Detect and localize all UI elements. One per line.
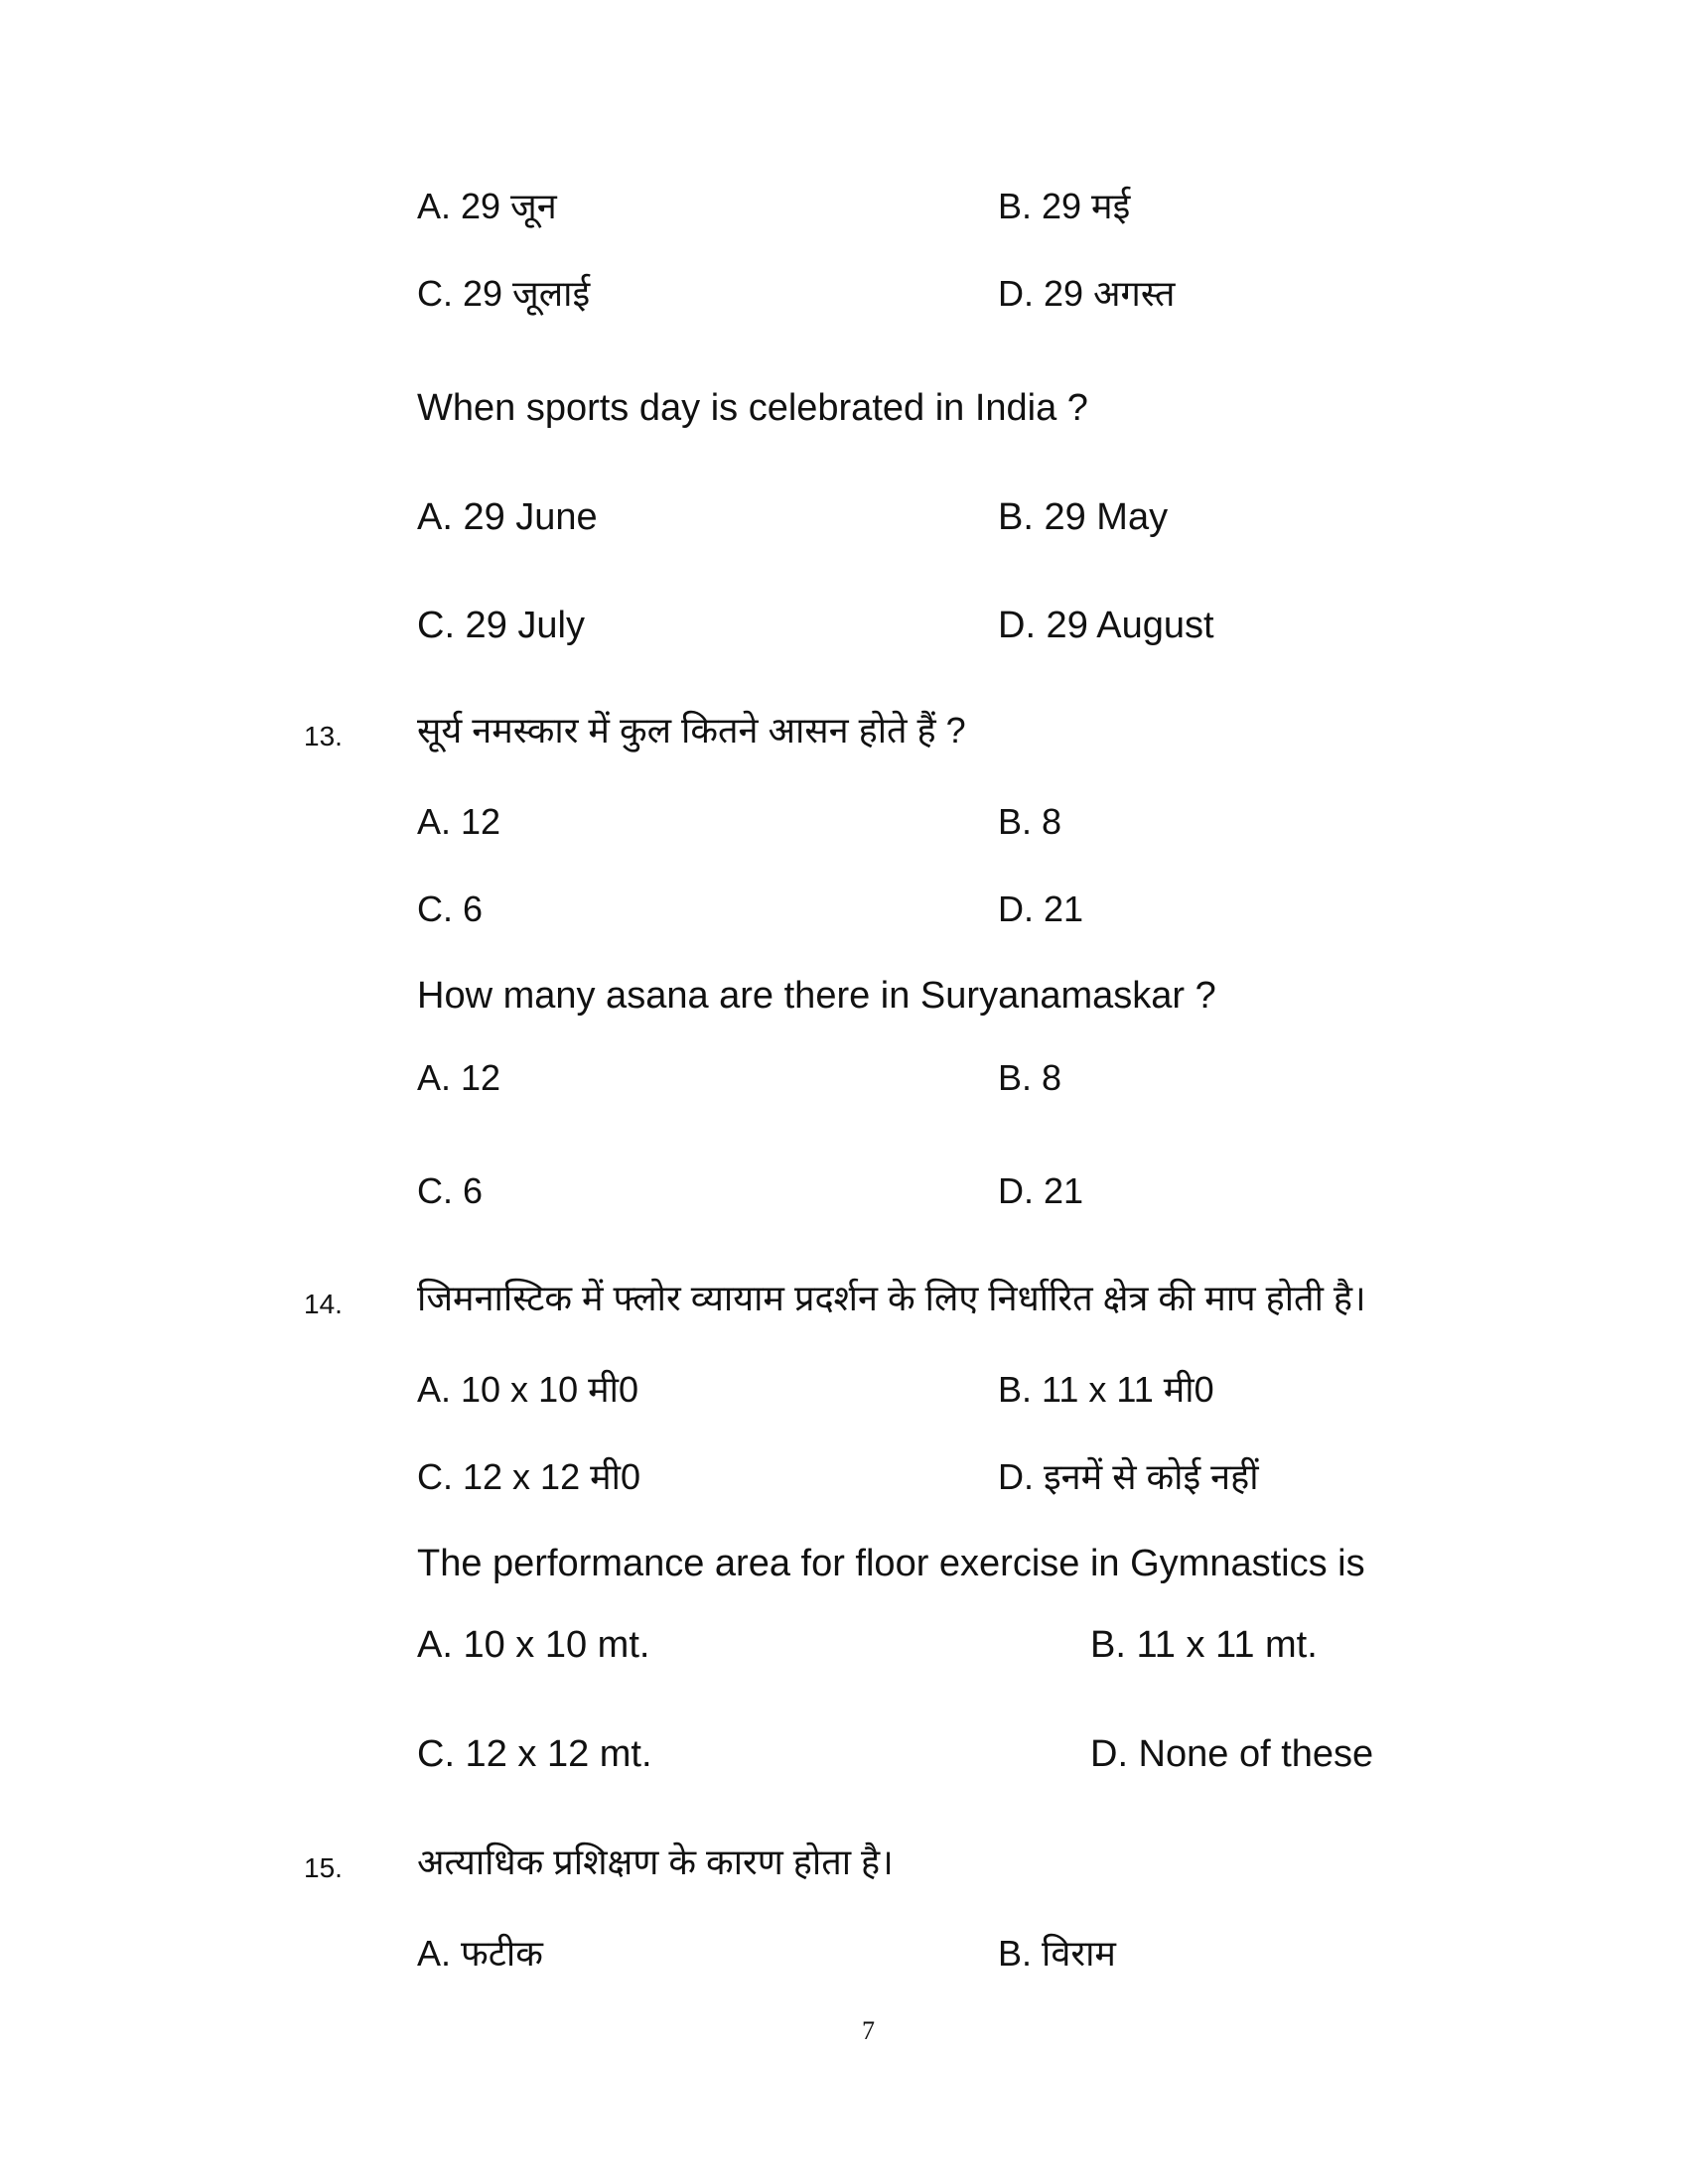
prev-option-b-hi: B. 29 मई — [998, 186, 1131, 226]
q13-option-c-hi: C. 6 — [417, 888, 484, 929]
question-number-15: 15. — [304, 1852, 343, 1883]
q14-option-a-en: A. 10 x 10 mt. — [417, 1624, 650, 1666]
q13-option-b-hi: B. 8 — [998, 801, 1062, 842]
q14-option-a-hi: A. 10 x 10 मी0 — [417, 1369, 638, 1410]
prev-option-d-hi: D. 29 अगस्त — [998, 273, 1176, 314]
question-13-en: How many asana are there in Suryanamaskar ? — [417, 975, 1216, 1017]
q13-option-d-hi: D. 21 — [998, 888, 1084, 929]
question-13-hi: सूर्य नमस्कार में कुल कितने आसन होते हैं ? — [417, 710, 966, 751]
q14-option-b-en: B. 11 x 11 mt. — [1090, 1624, 1318, 1666]
prev-option-c-hi: C. 29 जूलाई — [417, 273, 591, 314]
prev-option-a-en: A. 29 June — [417, 496, 598, 538]
q15-option-a-hi: A. फटीक — [417, 1933, 543, 1974]
page-number: 7 — [862, 2016, 875, 2045]
question-number-13: 13. — [304, 721, 343, 751]
q13-option-c-en: C. 6 — [417, 1170, 484, 1211]
prev-question-en: When sports day is celebrated in India ? — [417, 387, 1088, 429]
prev-option-a-hi: A. 29 जून — [417, 186, 557, 226]
q15-option-b-hi: B. विराम — [998, 1933, 1116, 1974]
q13-option-d-en: D. 21 — [998, 1170, 1084, 1211]
q13-option-a-hi: A. 12 — [417, 801, 501, 842]
question-number-14: 14. — [304, 1289, 343, 1319]
q13-option-b-en: B. 8 — [998, 1057, 1062, 1098]
q14-option-c-hi: C. 12 x 12 मी0 — [417, 1456, 640, 1497]
question-14-hi: जिमनास्टिक में फ्लोर व्यायाम प्रदर्शन के लिए निर्धारित क्षेत्र की माप होती है। — [417, 1278, 1366, 1318]
q13-option-a-en: A. 12 — [417, 1057, 501, 1098]
q14-option-c-en: C. 12 x 12 mt. — [417, 1733, 652, 1775]
prev-option-b-en: B. 29 May — [998, 496, 1169, 538]
q14-option-d-en: D. None of these — [1090, 1733, 1374, 1775]
prev-option-d-en: D. 29 August — [998, 605, 1214, 646]
prev-option-c-en: C. 29 July — [417, 605, 585, 646]
q14-option-d-hi: D. इनमें से कोई नहीं — [998, 1456, 1259, 1497]
question-14-en: The performance area for floor exercise in Gymnastics is — [417, 1543, 1365, 1584]
q14-option-b-hi: B. 11 x 11 मी0 — [998, 1369, 1214, 1410]
question-15-hi: अत्याधिक प्रशिक्षण के कारण होता है। — [417, 1842, 894, 1882]
